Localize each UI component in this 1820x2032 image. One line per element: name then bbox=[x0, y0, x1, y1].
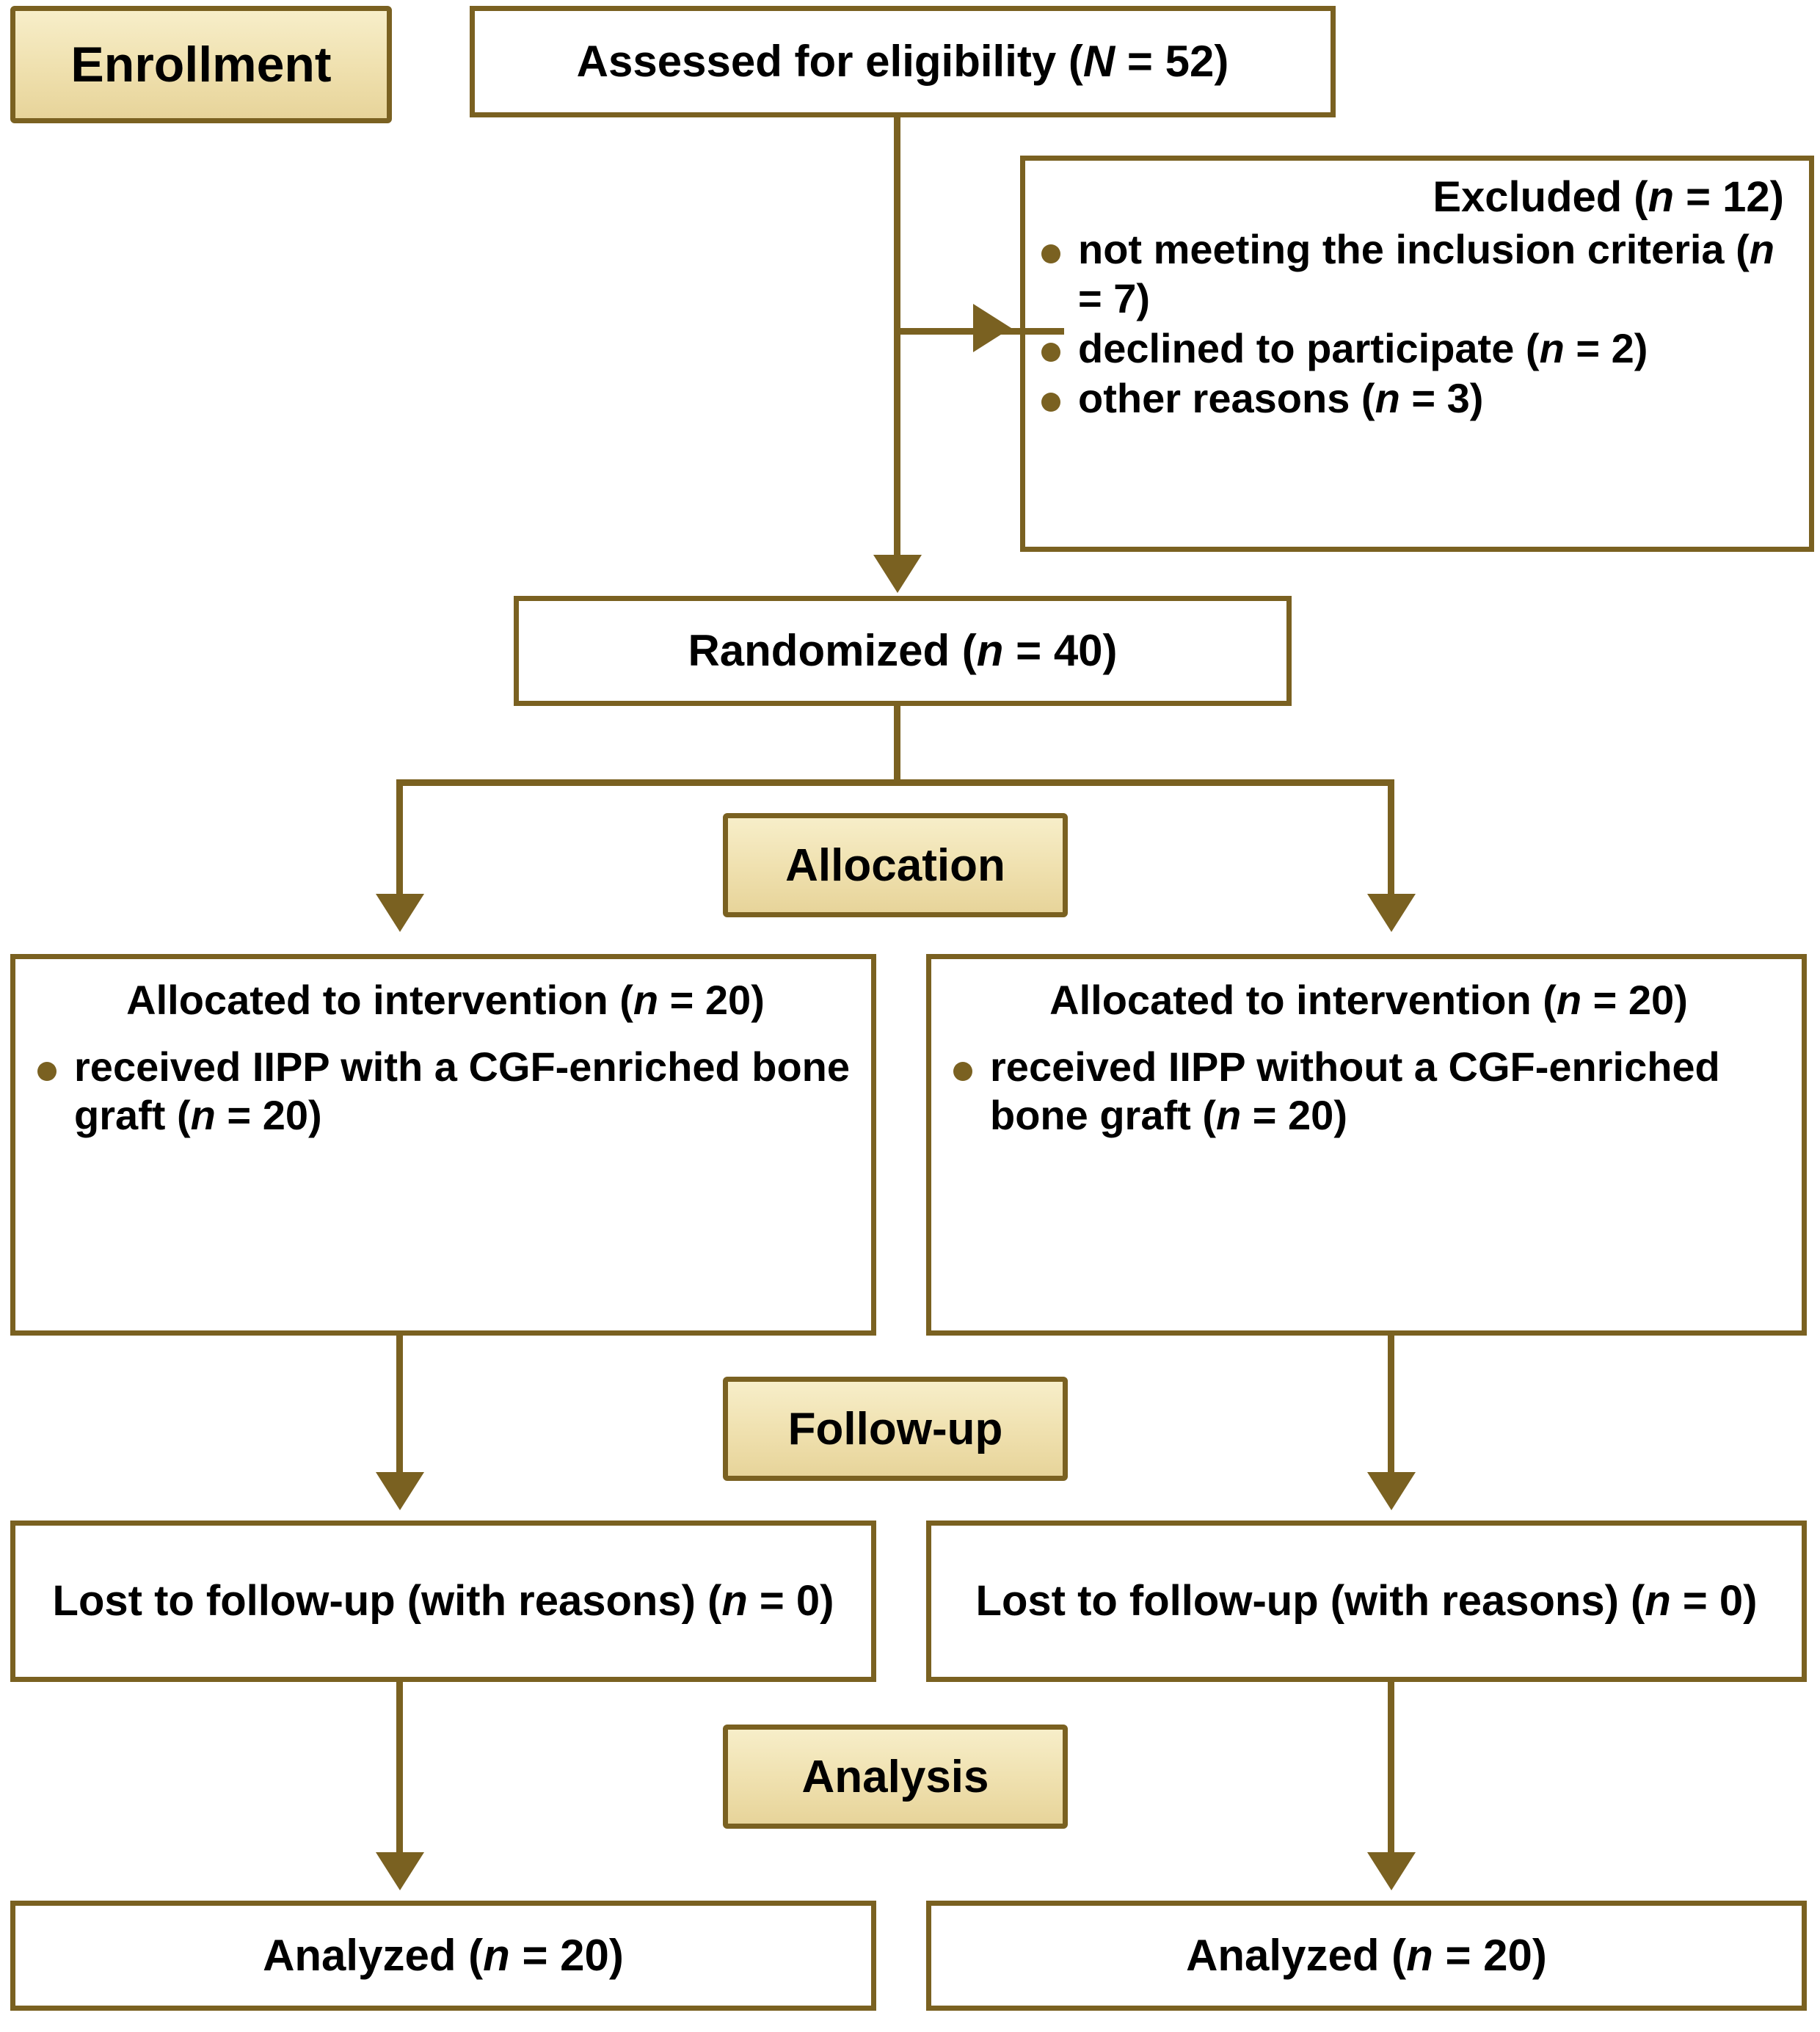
stage-label-enrollment-text: Enrollment bbox=[70, 37, 332, 92]
stage-label-allocation bbox=[723, 813, 1068, 917]
arrow-left-allocation-to-lost bbox=[376, 1472, 424, 1510]
stage-label-followup bbox=[723, 1377, 1068, 1481]
reason-2-italic-n: n bbox=[1375, 374, 1400, 421]
alloc-right-head-prefix: Allocated to intervention ( bbox=[1049, 977, 1557, 1023]
alloc-right-bullet-suffix: = 20) bbox=[1241, 1092, 1347, 1139]
node-lost-followup-left bbox=[10, 1521, 876, 1682]
lost-left-text bbox=[53, 1576, 834, 1626]
node-allocation-left bbox=[10, 954, 876, 1336]
randomized-italic-n: n bbox=[976, 625, 1004, 675]
alloc-right-bullet-italic-n: n bbox=[1215, 1092, 1242, 1139]
node-assessed-text bbox=[577, 36, 1229, 88]
lost-right-prefix: Lost to follow-up (with reasons) ( bbox=[975, 1576, 1645, 1625]
bullet-icon bbox=[1041, 393, 1060, 412]
bullet-icon bbox=[37, 1062, 57, 1081]
allocation-right-heading bbox=[947, 977, 1790, 1024]
node-allocation-right bbox=[926, 954, 1807, 1336]
stage-label-analysis-text: Analysis bbox=[801, 1751, 989, 1802]
stage-label-allocation-text: Allocation bbox=[785, 840, 1005, 891]
allocation-right-list bbox=[947, 1043, 1790, 1140]
list-item bbox=[1035, 374, 1794, 423]
bullet-icon bbox=[953, 1062, 972, 1081]
arrow-right-lost-to-analyzed bbox=[1367, 1852, 1416, 1890]
excluded-reason-list bbox=[1035, 225, 1794, 422]
arrow-trunk-to-excluded bbox=[973, 304, 1011, 352]
connector-right-allocation-to-lost bbox=[1388, 1336, 1394, 1479]
randomized-prefix: Randomized ( bbox=[688, 625, 977, 675]
reason-1-italic-n: n bbox=[1539, 324, 1565, 371]
arrow-left-lost-to-analyzed bbox=[376, 1852, 424, 1890]
lost-left-suffix: = 0) bbox=[747, 1576, 834, 1625]
arrow-bus-to-left-allocation bbox=[376, 894, 424, 932]
connector-bus-to-right-allocation bbox=[1388, 779, 1394, 897]
bullet-icon bbox=[1041, 343, 1060, 362]
bullet-icon bbox=[1041, 244, 1060, 263]
node-assessed-for-eligibility bbox=[470, 6, 1336, 117]
alloc-left-bullet-suffix: = 20) bbox=[215, 1092, 322, 1139]
node-randomized bbox=[514, 596, 1292, 706]
list-item bbox=[1035, 324, 1794, 373]
list-item bbox=[1035, 225, 1794, 322]
stage-label-followup-text: Follow-up bbox=[787, 1403, 1003, 1454]
excluded-title bbox=[1035, 172, 1794, 222]
analyzed-right-italic-n: n bbox=[1406, 1930, 1433, 1980]
lost-right-text bbox=[976, 1576, 1758, 1626]
reason-0-italic-n: n bbox=[1749, 226, 1775, 273]
reason-2-prefix: other reasons ( bbox=[1078, 374, 1375, 421]
analyzed-right-prefix: Analyzed ( bbox=[1186, 1930, 1407, 1980]
alloc-left-head-suffix: = 20) bbox=[658, 977, 765, 1023]
stage-label-analysis bbox=[723, 1725, 1068, 1829]
analyzed-right-text bbox=[1186, 1930, 1547, 1982]
connector-right-lost-to-analyzed bbox=[1388, 1682, 1394, 1858]
analyzed-left-prefix: Analyzed ( bbox=[263, 1930, 484, 1980]
alloc-right-head-italic-n: n bbox=[1556, 977, 1582, 1023]
randomized-suffix: = 40) bbox=[1003, 625, 1118, 675]
arrow-assessed-to-randomized bbox=[873, 555, 922, 593]
connector-assessed-to-randomized bbox=[894, 117, 900, 558]
assessed-italic-N: N bbox=[1082, 36, 1115, 86]
lost-right-suffix: = 0) bbox=[1670, 1576, 1758, 1625]
alloc-left-head-italic-n: n bbox=[633, 977, 659, 1023]
assessed-suffix: = 52) bbox=[1115, 36, 1229, 86]
node-analyzed-right bbox=[926, 1901, 1807, 2011]
analyzed-right-suffix: = 20) bbox=[1433, 1930, 1547, 1980]
node-analyzed-left bbox=[10, 1901, 876, 2011]
list-item bbox=[947, 1043, 1790, 1140]
excluded-title-prefix: Excluded ( bbox=[1433, 173, 1648, 221]
alloc-right-bullet-prefix: received IIPP without a CGF-enriched bone graft ( bbox=[990, 1044, 1720, 1139]
assessed-prefix: Assessed for eligibility ( bbox=[576, 36, 1083, 86]
reason-0-suffix: = 7) bbox=[1078, 274, 1151, 321]
arrow-bus-to-right-allocation bbox=[1367, 894, 1416, 932]
excluded-title-suffix: = 12) bbox=[1674, 173, 1784, 221]
alloc-left-bullet-prefix: received IIPP with a CGF-enriched bone graft ( bbox=[74, 1044, 851, 1139]
list-item bbox=[32, 1043, 859, 1140]
excluded-title-italic-n: n bbox=[1648, 173, 1675, 221]
connector-left-allocation-to-lost bbox=[396, 1336, 403, 1479]
lost-right-italic-n: n bbox=[1645, 1576, 1671, 1625]
lost-left-prefix: Lost to follow-up (with reasons) ( bbox=[52, 1576, 722, 1625]
alloc-right-head-suffix: = 20) bbox=[1581, 977, 1688, 1023]
allocation-left-list bbox=[32, 1043, 859, 1140]
node-lost-followup-right bbox=[926, 1521, 1807, 1682]
analyzed-left-text bbox=[263, 1930, 624, 1982]
reason-1-prefix: declined to participate ( bbox=[1078, 324, 1540, 371]
alloc-left-head-prefix: Allocated to intervention ( bbox=[126, 977, 633, 1023]
lost-left-italic-n: n bbox=[721, 1576, 748, 1625]
alloc-left-bullet-italic-n: n bbox=[190, 1092, 216, 1139]
arrow-right-allocation-to-lost bbox=[1367, 1472, 1416, 1510]
stage-label-enrollment bbox=[10, 6, 392, 123]
reason-2-suffix: = 3) bbox=[1399, 374, 1484, 421]
reason-0-prefix: not meeting the inclusion criteria ( bbox=[1078, 226, 1750, 273]
connector-bus-to-left-allocation bbox=[396, 779, 403, 897]
analyzed-left-italic-n: n bbox=[483, 1930, 510, 1980]
analyzed-left-suffix: = 20) bbox=[509, 1930, 624, 1980]
node-excluded bbox=[1020, 156, 1814, 552]
connector-randomized-down bbox=[894, 706, 900, 785]
reason-1-suffix: = 2) bbox=[1564, 324, 1648, 371]
connector-left-lost-to-analyzed bbox=[396, 1682, 403, 1858]
connector-allocation-bus bbox=[396, 779, 1394, 786]
allocation-left-heading bbox=[32, 977, 859, 1024]
node-randomized-text bbox=[688, 625, 1117, 677]
